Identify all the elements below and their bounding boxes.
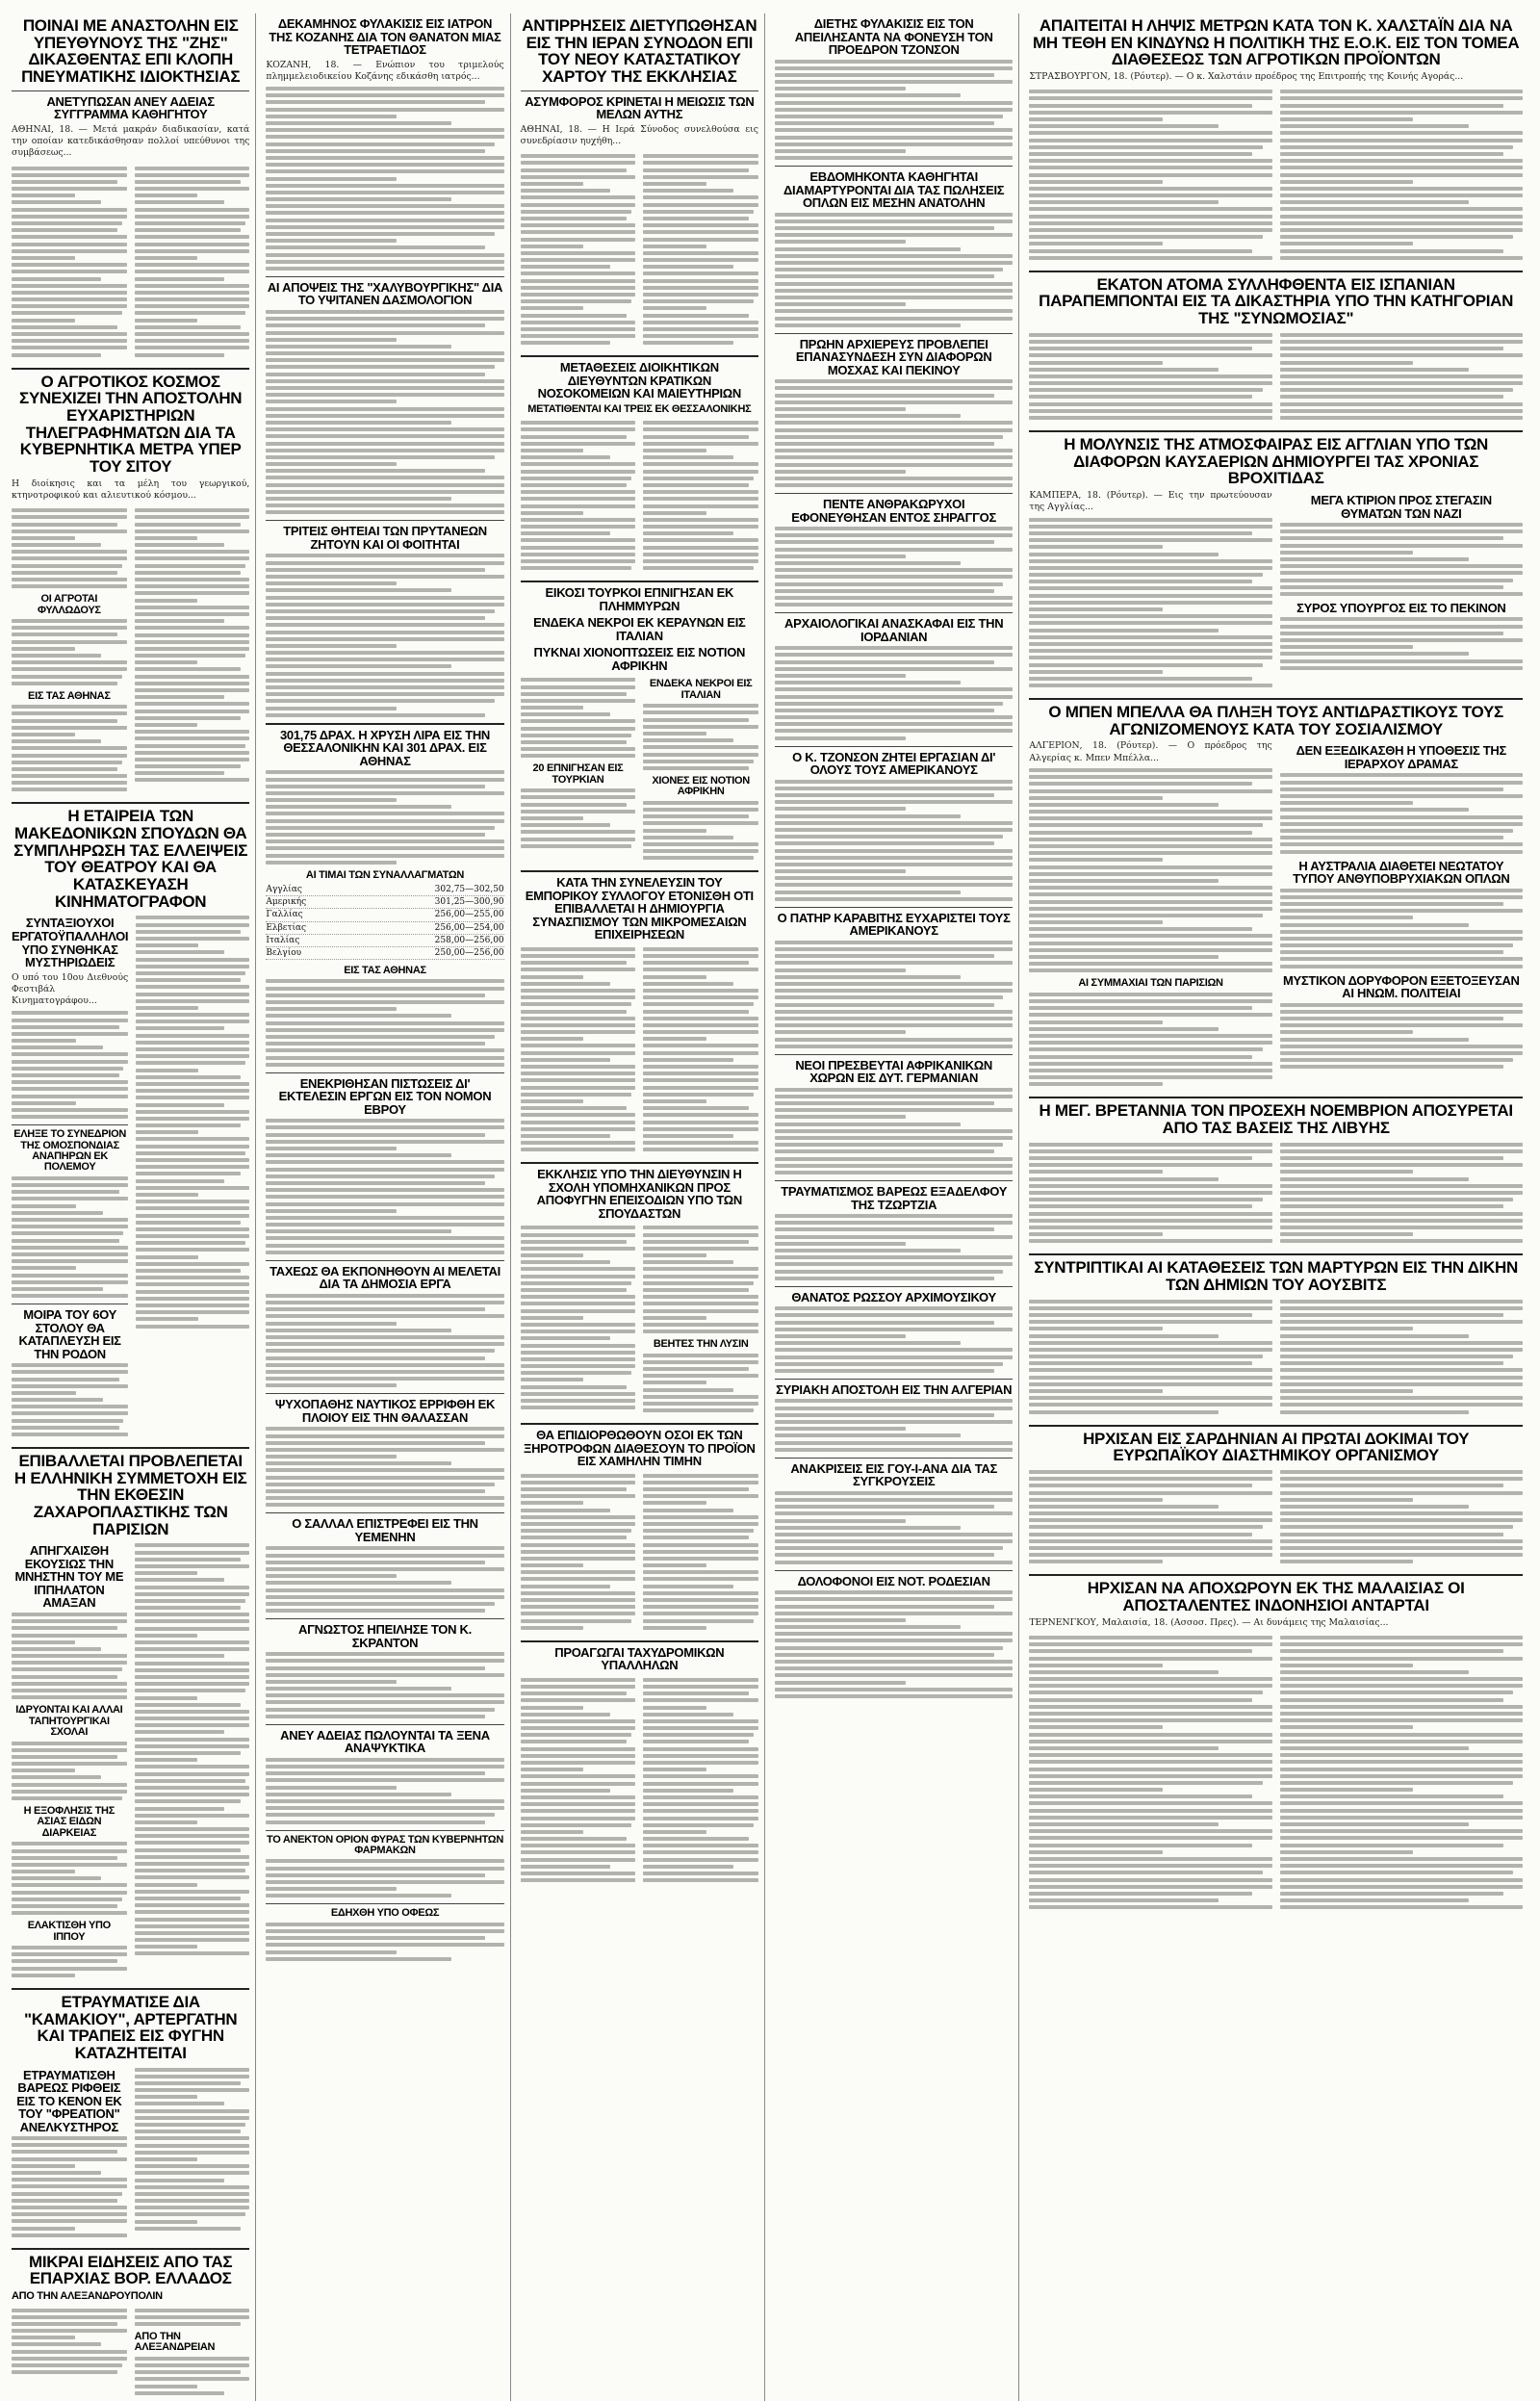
headline-presbeytai: ΝΕΟΙ ΠΡΕΣΒΕΥΤΑΙ ΑΦΡΙΚΑΝΙΚΩΝ ΧΩΡΩΝ ΕΙΣ ΔΥΤ. ΓΕΡΜΑΝΙΑΝ: [795, 1057, 992, 1086]
dateline-mpen-mpella: ΑΛΓΕΡΙΟΝ, 18. (Ρόυτερ). — Ο πρόεδρος της Αλγερίας κ. Μπεν Μπέλλα...: [1029, 740, 1272, 763]
text-block: [135, 2068, 250, 2237]
text-block: [266, 1652, 503, 1718]
article-body-proagogai: [521, 1675, 758, 1888]
text-block: [643, 704, 758, 770]
article-body-malaisia: [1029, 1633, 1523, 1915]
divider: [266, 1260, 503, 1261]
text-block: [1029, 1636, 1271, 1909]
headline-synedrion: ΕΛΗΞΕ ΤΟ ΣΥΝΕΔΡΙΟΝ ΤΗΣ ΟΜΟΣΠΟΝΔΙΑΣ ΑΝΑΠΗΡΩΝ ΕΚ ΠΟΛΕΜΟΥ: [13, 1128, 127, 1174]
headline-apopseis: ΑΙ ΑΠΟΨΕΙΣ ΤΗΣ "ΧΑΛΥΒΟΥΡΓΙΚΗΣ" ΔΙΑ ΤΟ ΥΨΙΤΑΝΕΝ ΔΑΣΜΟΛΟΓΙΟΝ: [267, 279, 503, 308]
text-block: [12, 1842, 127, 1915]
text-block: [1280, 1470, 1523, 1563]
text-block: [12, 1613, 127, 1699]
headline-zhs: ΠΟΙΝΑΙ ΜΕ ΑΝΑΣΤΟΛΗΝ ΕΙΣ ΥΠΕΥΘΥΝΟΥΣ ΤΗΣ "ΖΗΣ" ΔΙΚΑΣΘΕΝΤΑΣ ΕΠΙ ΚΛΟΠΗ ΠΝΕΥΜΑΤΙΚΗΣ ΙΔΙΟΚΤΗΣΙΑΣ: [21, 16, 241, 87]
divider: [266, 520, 503, 521]
divider: [775, 1570, 1013, 1571]
divider: [1029, 271, 1523, 272]
text-block: [1280, 1636, 1523, 1909]
article-body-epiballeti: [12, 1540, 249, 1982]
subhead-toyrkoi: 20 ΕΠΝΙΓΗΣΑΝ ΕΙΣ ΤΟΥΡΚΙΑΝ: [532, 762, 624, 786]
text-block: [775, 1491, 1013, 1564]
headline-mega-ktirion: ΜΕΓΑ ΚΤΙΡΙΟΝ ΠΡΟΣ ΣΤΕΓΑΣΙΝ ΘΥΜΑΤΩΝ ΤΩΝ ΝΑΖΙ: [1310, 493, 1492, 521]
text-block: [775, 213, 1013, 327]
headline-lira: 301,75 ΔΡΑΧ. Η ΧΡΥΣΗ ΛΙΡΑ ΕΙΣ ΤΗΝ ΘΕΣΣΑΛΟΝΙΚΗΝ ΚΑΙ 301 ΔΡΑΧ. ΕΙΣ ΑΘΗΝΑΣ: [279, 727, 491, 768]
divider: [775, 493, 1013, 494]
divider: [521, 355, 758, 357]
currency-value: 301,25—300,90: [434, 897, 504, 908]
text-block: [266, 1859, 503, 1898]
table-row: [266, 884, 503, 896]
text-block: [12, 2309, 127, 2395]
headline-trauma: ΕΤΡΑΥΜΑΤΙΣΘΗ ΒΑΡΕΩΣ ΡΙΦΘΕΙΣ ΕΙΣ ΤΟ ΚΕΝΟΝ ΕΚ ΤΟΥ "ΦΡΕΑΤΙΟΝ" ΑΝΕΛΚΥΣΤΗΡΟΣ: [16, 2067, 122, 2134]
headline-apigxaien: ΑΠΗΓΧΑΙΣΘΗ ΕΚΟΥΣΙΩΣ ΤΗΝ ΜΝΗΣΤΗΝ ΤΟΥ ΜΕ ΙΠΠΗΛΑΤΟΝ ΑΜΑΞΑΝ: [14, 1543, 124, 1611]
text-block: [775, 780, 1013, 901]
headline-ekaton: ΕΚΑΤΟΝ ΑΤΟΜΑ ΣΥΛΛΗΦΘΕΝΤΑ ΕΙΣ ΙΣΠΑΝΙΑΝ ΠΑΡΑΠΕΜΠΟΝΤΑΙ ΕΙΣ ΤΑ ΔΙΚΑΣΤΗΡΙΑ ΥΠΟ ΤΗΝ ΚΑΤΗΓΟΡΙΑΝ ΤΗΣ "ΣΥΝΩΜΟΣΙΑΣ": [1039, 274, 1514, 328]
headline-epiballeti: ΕΠΙΒΑΛΛΕΤΑΙ ΠΡΟΒΛΕΠΕΤΑΙ Η ΕΛΛΗΝΙΚΗ ΣΥΜΜΕΤΟΧΗ ΕΙΣ ΤΗΝ ΕΚΘΕΣΙΝ ΖΑΧΑΡΟΠΛΑΣΤΙΚΗΣ ΤΩΝ ΠΑΡΙΣΙΩΝ: [13, 1452, 247, 1538]
subhead-athinais: ΕΙΣ ΤΑΣ ΑΘΗΝΑΣ: [28, 689, 111, 702]
headline-proagogai: ΠΡΟΑΓΩΓΑΙ ΤΑΧΥΔΡΟΜΙΚΩΝ ΥΠΑΛΛΗΛΩΝ: [554, 1644, 725, 1673]
subhead-eis-tas-athinas: ΕΙΣ ΤΑΣ ΑΘΗΝΑΣ: [344, 965, 426, 977]
headline-agrotikos: Ο ΑΓΡΟΤΙΚΟΣ ΚΟΣΜΟΣ ΣΥΝΕΧΙΖΕΙ ΤΗΝ ΑΠΟΣΤΟΛΗΝ ΕΥΧΑΡΙΣΤΗΡΙΩΝ ΤΗΛΕΓΡΑΦΗΜΑΤΩΝ ΔΙΑ ΤΑ ΚΥΒΕΡΝΗΤΙΚΑ ΜΕΤΡΑ ΥΠΕΡ ΤΟΥ ΣΙΤΟΥ: [19, 372, 243, 476]
text-block: [266, 979, 503, 1066]
text-block: [12, 167, 127, 357]
divider: [12, 90, 249, 91]
headline-endeka: ΕΝΔΕΚΑ ΝΕΚΡΟΙ ΕΚ ΚΕΡΑΥΝΩΝ ΕΙΣ ΙΤΑΛΙΑΝ: [533, 615, 746, 643]
text-block: [12, 2136, 127, 2237]
divider: [775, 1379, 1013, 1380]
text-block: [521, 678, 636, 758]
text-block: [1280, 333, 1523, 420]
dateline-antirrhseis: ΑΘΗΝΑΙ, 18. — Η Ιερά Σύνοδος συνελθούσα εις συνεδρίασιν ηυχήθη...: [520, 123, 758, 146]
text-block: [12, 1011, 128, 1119]
headline-aneto: ΤΟ ΑΝΕΚΤΟΝ ΟΡΙΟΝ ΦΥΡΑΣ ΤΩΝ ΚΥΒΕΡΝΗΤΩΝ ΦΑΡΜΑΚΩΝ: [267, 1833, 503, 1856]
divider: [1029, 1574, 1523, 1576]
text-block: [643, 421, 758, 570]
headline-exofaseis: Η ΕΞΟΦΛΗΣΙΣ ΤΗΣ ΑΣΙΑΣ ΕΙΔΩΝ ΔΙΑΡΚΕΙΑΣ: [23, 1805, 116, 1839]
text-block: [643, 947, 758, 1151]
headline-tzonson: Ο Κ. ΤΖΟΝΣΟΝ ΖΗΤΕΙ ΕΡΓΑΣΙΑΝ ΔΙ' ΟΛΟΥΣ ΤΟΥΣ ΑΜΕΡΙΚΑΝΟΥΣ: [792, 749, 996, 778]
text-block: [643, 1226, 758, 1333]
currency-label: Αμερικής: [266, 897, 307, 908]
text-block: [643, 1354, 758, 1413]
headline-patir: Ο ΠΑΤΗΡ ΚΑΡΑΒΙΤΗΣ ΕΥΧΑΡΙΣΤΕΙ ΤΟΥΣ ΑΜΕΡΙΚΑΝΟΥΣ: [777, 910, 1011, 939]
divider: [521, 581, 758, 582]
divider: [266, 1830, 503, 1831]
column-1: [12, 13, 256, 2401]
text-block: [135, 2309, 250, 2326]
table-heading: ΑΙ ΤΙΜΑΙ ΤΩΝ ΣΥΝΑΛΛΑΓΜΑΤΩΝ: [305, 868, 465, 881]
currency-label: Αγγλίας: [266, 885, 302, 895]
divider: [775, 1054, 1013, 1055]
text-block: [136, 916, 249, 1436]
text-block: [266, 1427, 503, 1507]
exchange-rate-table: [266, 884, 503, 960]
headline-edixthe: ΕΔΗΧΘΗ ΥΠΟ ΟΦΕΩΣ: [330, 1907, 440, 1920]
table-row: [266, 935, 503, 947]
text-block: [1029, 333, 1271, 420]
headline-syntriptikai: ΣΥΝΤΡΙΠΤΙΚΑΙ ΑΙ ΚΑΤΑΘΕΣΕΙΣ ΤΩΝ ΜΑΡΤΥΡΩΝ ΕΙΣ ΤΗΝ ΔΙΚΗΝ ΤΩΝ ΔΗΜΙΩΝ ΤΟΥ ΑΟΥΣΒΙΤΣ: [1034, 1258, 1518, 1294]
article-body-vretannia: [1029, 1140, 1523, 1250]
currency-label: Ιταλίας: [266, 935, 300, 945]
divider: [12, 1988, 249, 1990]
currency-value: 256,00—254,00: [434, 922, 504, 933]
headline-thanatos: ΘΑΝΑΤΟΣ ΡΩΣΣΟΥ ΑΡΧΙΜΟΥΣΙΚΟΥ: [791, 1289, 996, 1304]
divider: [12, 1124, 128, 1125]
dateline-zhs: ΑΘΗΝΑΙ, 18. — Μετά μακράν διαδικασίαν, κατά την οποίαν κατεδικάσθησαν πολλοί υπεύθυνοι της συμβάσεως...: [12, 123, 250, 159]
column-5-6: [1029, 13, 1528, 2401]
headline-pyknai: ΠΥΚΝΑΙ ΧΙΟΝΟΠΤΩΣΕΙΣ ΕΙΣ ΝΟΤΙΟΝ ΑΦΡΙΚΗΝ: [533, 645, 746, 673]
divider: [266, 1618, 503, 1619]
text-block: [775, 1088, 1013, 1175]
headline-malaisia: ΗΡΧΙΣΑΝ ΝΑ ΑΠΟΧΩΡΟΥΝ ΕΚ ΤΗΣ ΜΑΛΑΙΣΙΑΣ ΟΙ ΑΠΟΣΤΑΛΕΝΤΕΣ ΙΝΔΟΝΗΣΙΟΙ ΑΝΤΑΡΤΑΙ: [1087, 1579, 1465, 1615]
text-block: [266, 1294, 503, 1387]
column-grid: [12, 13, 1528, 2354]
article-body-sardinia: [1029, 1467, 1523, 1569]
text-block: [266, 87, 503, 271]
currency-value: 250,00—256,00: [434, 947, 504, 958]
divider: [266, 1072, 503, 1073]
article-body-epidiothosoun: [521, 1471, 758, 1636]
headline-mikrai: ΜΙΚΡΑΙ ΕΙΔΗΣΕΙΣ ΑΠΟ ΤΑΣ ΕΠΑΡΧΙΑΣ ΒΟΡ. ΕΛΛΑΔΟΣ: [29, 2252, 233, 2288]
divider: [775, 1286, 1013, 1287]
text-block: [1029, 1143, 1271, 1244]
text-block: [1029, 1470, 1271, 1563]
headline-egkrithesan: ΕΝΕΚΡΙΘΗΣΑΝ ΠΙΣΤΩΣΕΙΣ ΔΙ' ΕΚΤΕΛΕΣΙΝ ΕΡΓΩΝ ΕΙΣ ΤΟΝ ΝΟΜΟΝ ΕΒΡΟΥ: [278, 1075, 492, 1117]
headline-molynsis: Η ΜΟΛΥΝΣΙΣ ΤΗΣ ΑΤΜΟΣΦΑΙΡΑΣ ΕΙΣ ΑΓΓΛΙΑΝ ΥΠΟ ΤΩΝ ΔΙΑΦΟΡΩΝ ΚΑΥΣΑΕΡΙΩΝ ΔΗΜΙΟΥΡΓΕΙ ΤΑΣ ΧΡΟΝΙΑΣ ΒΡΟΧΙΤΙΔΑΣ: [1064, 435, 1489, 488]
text-block: [1280, 617, 1523, 669]
text-block: [12, 1742, 127, 1801]
text-block: [266, 554, 503, 716]
divider: [775, 1180, 1013, 1181]
headline-proin: ΠΡΩΗΝ ΑΡΧΙΕΡΕΥΣ ΠΡΟΒΛΕΠΕΙ ΕΠΑΝΑΣΥΝΔΕΣΗ ΣΥΝ ΔΙΑΦΟΡΩΝ ΜΟΣΧΑΣ ΚΑΙ ΠΕΚΙΝΟΥ: [795, 336, 992, 377]
text-block: [266, 770, 503, 864]
text-block: [521, 154, 636, 345]
headline-afstralia: Η ΑΥΣΤΡΑΛΙΑ ΔΙΑΘΕΤΕΙ ΝΕΩΤΑΤΟΥ ΤΥΠΟΥ ΑΝΘΥΠΟΒΡΥΧΙΑΚΩΝ ΟΠΛΩΝ: [1293, 858, 1510, 887]
currency-value: 256,00—255,00: [434, 910, 504, 920]
article-body-metatheseis: [521, 418, 758, 576]
divider: [521, 90, 758, 91]
column-2: [266, 13, 510, 2401]
text-block: [12, 1176, 128, 1298]
article-body-ekaton: [1029, 330, 1523, 426]
subheadline-asymforos: ΑΣΥΜΦΟΡΟΣ ΚΡΙΝΕΤΑΙ Η ΜΕΙΩΣΙΣ ΤΩΝ ΜΕΛΩΝ ΑΥΤΗΣ: [525, 93, 755, 122]
divider: [266, 1512, 503, 1513]
text-block: [266, 310, 503, 514]
subhead-alexandroupolis: ΑΠΟ ΤΗΝ ΑΛΕΞΑΝΔΡΟΥΠΟΛΙΝ: [12, 2290, 163, 2303]
article-body-agrotikos: [12, 505, 249, 797]
text-block: [775, 379, 1013, 487]
headline-sardinia: ΗΡΧΙΣΑΝ ΕΙΣ ΣΑΡΔΗΝΙΑΝ ΑΙ ΠΡΩΤΑΙ ΔΟΚΙΜΑΙ ΤΟΥ ΕΥΡΩΠΑΪΚΟΥ ΔΙΑΣΤΗΜΙΚΟΥ ΟΡΓΑΝΙΣΜΟΥ: [1083, 1429, 1470, 1465]
headline-dietis: ΔΙΕΤΗΣ ΦΥΛΑΚΙΣΙΣ ΕΙΣ ΤΟΝ ΑΠΕΙΛΗΣΑΝΤΑ ΝΑ ΦΟΝΕΥΣΗ ΤΟΝ ΠΡΟΕΔΡΟΝ ΤΖΟΝΣΟΝ: [794, 16, 993, 58]
headline-syntaxioi: ΣΥΝΤΑΞΙΟΥΧΟΙ ΕΡΓΑΤΟΫΠΑΛΛΗΛΟΙ ΥΠΟ ΣΥΝΘΗΚΑΣ ΜΥΣΤΗΡΙΩΔΕΙΣ: [12, 916, 129, 970]
text-block: [775, 1590, 1013, 1698]
headline-syriaki: ΣΥΡΙΑΚΗ ΑΠΟΣΤΟΛΗ ΕΙΣ ΤΗΝ ΑΛΓΕΡΙΑΝ: [776, 1381, 1013, 1397]
headline-dekamnous: ΔΕΚΑΜΗΝΟΣ ΦΥΛΑΚΙΣΙΣ ΕΙΣ ΙΑΤΡΟΝ ΤΗΣ ΚΟΖΑΝΗΣ ΔΙΑ ΤΟΝ ΘΑΝΑΤΟΝ ΜΙΑΣ ΤΕΤΡΑΕΤΙΔΟΣ: [269, 16, 501, 58]
headline-syros: ΣΥΡΟΣ ΥΠΟΥΡΓΟΣ ΕΙΣ ΤΟ ΠΕΚΙΝΟΝ: [1296, 600, 1506, 615]
divider: [1029, 430, 1523, 432]
column-3: [521, 13, 765, 2401]
divider: [775, 746, 1013, 747]
divider: [775, 166, 1013, 167]
text-block: [775, 527, 1013, 607]
text-block: [1280, 90, 1523, 260]
subhead-vhvtes: ΒΕΗΤΕΣ ΤΗΝ ΛΥΣΙΝ: [653, 1338, 749, 1351]
table-row: [266, 947, 503, 960]
text-block: [521, 1474, 636, 1630]
text-block: [135, 167, 250, 357]
article-body-molynsis: [1029, 490, 1523, 693]
text-block: [1280, 1003, 1523, 1070]
text-block: [775, 1399, 1013, 1451]
text-block: [12, 619, 127, 685]
subhead-alexandreia: ΑΠΟ ΤΗΝ ΑΛΕΞΑΝΔΡΕΙΑΝ: [134, 2330, 216, 2354]
currency-label: Γαλλίας: [266, 910, 303, 920]
text-block: [1029, 1300, 1271, 1414]
text-block: [1280, 1300, 1523, 1414]
headline-elaktision: ΕΛΑΚΤΙΣΘΗ ΥΠΟ ΙΠΠΟΥ: [27, 1920, 111, 1943]
text-block: [775, 646, 1013, 739]
currency-label: Βελγίου: [266, 947, 302, 958]
text-block: [135, 2357, 250, 2395]
text-block: [1280, 889, 1523, 968]
table-row: [266, 922, 503, 935]
divider: [1029, 1097, 1523, 1098]
divider: [1029, 698, 1523, 700]
text-block: [643, 1474, 758, 1630]
subhead-agrotai: ΟΙ ΑΓΡΟΤΑΙ ΦΥΛΛΩΔΟΥΣ: [38, 593, 101, 616]
headline-eikosi: ΕΙΚΟΣΙ ΤΟΥΡΚΟΙ ΕΠΝΙΓΗΣΑΝ ΕΚ ΠΛΗΜΜΥΡΩΝ: [545, 585, 734, 613]
headline-eabdoi: ΕΒΔΟΜΗΚΟΝΤΑ ΚΑΘΗΓΗΤΑΙ ΔΙΑΜΑΡΤΥΡΟΝΤΑΙ ΔΙΑ ΤΑΣ ΠΩΛΗΣΕΙΣ ΟΠΛΩΝ ΕΙΣ ΜΕΣΗΝ ΑΝΑΤΟΛΗΝ: [783, 169, 1005, 211]
subhead-xionos: ΧΙΟΝΕΣ ΕΙΣ ΝΟΤΙΟΝ ΑΦΡΙΚΗΝ: [652, 774, 750, 798]
text-block: [266, 1758, 503, 1824]
subheadline-zhs: ΑΝΕΤΥΠΩΣΑΝ ΑΝΕΥ ΑΔΕΙΑΣ ΣΥΓΓΡΑΜΜΑ ΚΑΘΗΓΗΤΟΥ: [46, 93, 215, 122]
headline-agnostos: ΑΓΝΩΣΤΟΣ ΗΠΕΙΛΗΣΕ ΤΟΝ Κ. ΣΚΡΑΝΤΟΝ: [298, 1622, 472, 1650]
article-body-zhs: [12, 164, 249, 363]
text-block: [1280, 773, 1523, 853]
headline-moira: ΜΟΙΡΑ ΤΟΥ 6ΟΥ ΣΤΟΛΟΥ ΘΑ ΚΑΤΑΠΛΕΥΣΗ ΕΙΣ ΤΗΝ ΡΟΔΟΝ: [18, 1307, 121, 1361]
text-block: [643, 801, 758, 861]
dateline-malaisia: ΤΕΡΝΕΝΓΚΟΥ, Μαλαισία, 18. (Ασσοσ. Πρες). — Αι δυνάμεις της Μαλαισίας...: [1029, 1616, 1389, 1628]
currency-value: 258,00—256,00: [434, 935, 504, 945]
dateline-dekamnous: ΚΟΖΑΝΗ, 18. — Ενώπιον του τριμελούς πλημμελειοδικείου Κοζάνης εδικάσθη ιατρός...: [266, 59, 504, 82]
headline-etaireia: Η ΕΤΑΙΡΕΙΑ ΤΩΝ ΜΑΚΕΔΟΝΙΚΩΝ ΣΠΟΥΔΩΝ ΘΑ ΣΥΜΠΛΗΡΩΣΗ ΤΑΣ ΕΛΛΕΙΨΕΙΣ ΤΟΥ ΘΕΑΤΡΟΥ ΚΑΙ ΘΑ ΚΑΤΑΣΚΕΥΑΣΗ ΚΙΝΗΜΑΤΟΓΡΑΦΟΝ: [13, 807, 248, 911]
divider: [12, 802, 249, 804]
divider: [266, 1393, 503, 1394]
text-block: [135, 1543, 250, 1976]
text-block: [1029, 993, 1271, 1086]
headline-dolofonoi: ΔΟΛΟΦΟΝΟΙ ΕΙΣ ΝΟΤ. ΡΟΔΕΣΙΑΝ: [797, 1573, 990, 1588]
currency-label: Ελβετίας: [266, 922, 307, 933]
text-block: [1029, 768, 1271, 972]
text-block: [775, 941, 1013, 1048]
divider: [12, 1447, 249, 1449]
headline-taxeos: ΤΑΧΕΩΣ ΘΑ ΕΚΠΟΝΗΘΟΥΝ ΑΙ ΜΕΛΕΤΑΙ ΔΙΑ ΤΑ ΔΗΜΟΣΙΑ ΕΡΓΑ: [270, 1263, 500, 1292]
headline-epidiothosoun: ΘΑ ΕΠΙΔΙΟΡΘΩΘΟΥΝ ΟΣΟΙ ΕΚ ΤΩΝ ΞΗΡΟΤΡΟΦΩΝ ΔΙΑΘΕΣΟΥΝ ΤΟ ΠΡΟΪΟΝ ΕΙΣ ΧΑΜΗΛΗΝ ΤΙΜΗΝ: [524, 1428, 756, 1469]
text-block: [1029, 518, 1271, 688]
text-block: [643, 154, 758, 345]
article-body-apaiteitai: [1029, 87, 1523, 266]
headline-ekkleis: ΕΚΚΛΗΣΙΣ ΥΠΟ ΤΗΝ ΔΙΕΥΘΥΝΣΙΝ Η ΣΧΟΛΗ ΥΠΟΜΗΧΑΝΙΚΩΝ ΠΡΟΣ ΑΠΟΦΥΓΗΝ ΕΠΕΙΣΟΔΙΩΝ ΥΠΟ ΤΩΝ ΣΠΟΥΔΑΣΤΩΝ: [536, 1167, 742, 1221]
divider: [1029, 1425, 1523, 1427]
headline-symmaxiai: ΑΙ ΣΥΜΜΑΧΙΑΙ ΤΩΝ ΠΑΡΙΣΙΩΝ: [1078, 977, 1223, 990]
article-body-syntriptikai: [1029, 1297, 1523, 1420]
text-block: [266, 1923, 503, 1961]
article-body-ekkleis: [521, 1223, 758, 1418]
article-body-floods: [521, 675, 758, 865]
text-block: [1029, 90, 1271, 260]
article-body-mikrai: [12, 2306, 249, 2401]
text-block: [266, 1119, 503, 1254]
article-body-synelefsis: [521, 944, 758, 1157]
divider: [266, 723, 503, 725]
dateline-etaireia: Ο υπό του 10ου Διεθνούς Φεστιβάλ Κινηματογράφου...: [12, 971, 129, 1007]
text-block: [521, 947, 636, 1151]
article-body-mpen-mpella: [1029, 740, 1523, 1092]
headline-tritei: ΤΡΙΤΕΙΣ ΘΗΤΕΙΑΙ ΤΩΝ ΠΡΥΤΑΝΕΩΝ ΖΗΤΟΥΝ ΚΑΙ ΟΙ ΦΟΙΤΗΤΑΙ: [283, 524, 487, 552]
dateline-agrotikos: Η διοίκησις και τα μέλη του γεωργικού, κτηνοτροφικού και αλιευτικού κόσμου...: [12, 478, 250, 501]
text-block: [775, 60, 1013, 161]
article-body-antirrhseis: [521, 151, 758, 350]
headline-apaiteitai: ΑΠΑΙΤΕΙΤΑΙ Η ΛΗΨΙΣ ΜΕΤΡΩΝ ΚΑΤΑ ΤΟΝ Κ. ΧΑΛΣΤΑΪΝ ΔΙΑ ΝΑ ΜΗ ΤΕΘΗ ΕΝ ΚΙΝΔΥΝΩ Η ΠΟΛΙΤΙΚΗ ΤΗΣ Ε.Ο.Κ. ΕΙΣ ΤΟΝ ΤΟΜΕΑ ΔΙΑΘΕΣΕΩΣ ΤΩΝ ΑΓΡΟΤΙΚΩΝ ΠΡΟΪΟΝΤΩΝ: [1032, 16, 1520, 69]
divider: [266, 1724, 503, 1725]
headline-traumatismos: ΤΡΑΥΜΑΤΙΣΜΟΣ ΒΑΡΕΩΣ ΕΞΑΔΕΛΦΟΥ ΤΗΣ ΤΖΩΡΤΖΙΑ: [781, 1183, 1008, 1212]
divider: [775, 1458, 1013, 1459]
table-row: [266, 896, 503, 909]
divider: [521, 870, 758, 872]
text-block: [266, 1546, 503, 1613]
column-4: [775, 13, 1019, 2401]
text-block: [12, 508, 127, 588]
subhead-endeka: ΕΝΔΕΚΑ ΝΕΚΡΟΙ ΕΙΣ ΙΤΑΛΙΑΝ: [649, 678, 753, 701]
headline-anakriseis: ΑΝΑΚΡΙΣΕΙΣ ΕΙΣ ΓΟΥ-Ι-ΑΝΑ ΔΙΑ ΤΑΣ ΣΥΓΚΡΟΥΣΕΙΣ: [790, 1460, 997, 1489]
text-block: [643, 1678, 758, 1882]
divider: [775, 612, 1013, 613]
headline-vretannia: Η ΜΕΓ. ΒΡΕΤΑΝΝΙΑ ΤΟΝ ΠΡΟΣΕΧΗ ΝΟΕΜΒΡΙΟΝ ΑΠΟΣΥΡΕΤΑΙ ΑΠΟ ΤΑΣ ΒΑΣΕΙΣ ΤΗΣ ΛΙΒΥΗΣ: [1039, 1101, 1513, 1137]
headline-pente: ΠΕΝΤΕ ΑΝΘΡΑΚΩΡΥΧΟΙ ΕΦΟΝΕΥΘΗΣΑΝ ΕΝΤΟΣ ΣΗΡΑΓΓΟΣ: [791, 497, 996, 525]
text-block: [521, 1678, 636, 1882]
text-block: [521, 788, 636, 848]
text-block: [1280, 523, 1523, 596]
divider: [1029, 1253, 1523, 1255]
headline-aneu-adeias: ΑΝΕΥ ΑΔΕΙΑΣ ΠΩΛΟΥΝΤΑΙ ΤΑ ΞΕΝΑ ΑΝΑΨΥΚΤΙΚΑ: [280, 1727, 490, 1756]
headline-mystikon: ΜΥΣΤΙΚΟΝ ΔΟΡΥΦΟΡΟΝ ΕΞΕΤΟΞΕΥΣΑΝ ΑΙ ΗΝΩΜ. ΠΟΛΙΤΕΙΑΙ: [1283, 972, 1520, 1001]
table-row: [266, 909, 503, 921]
headline-idryountai: ΙΔΡΥΟΝΤΑΙ ΚΑΙ ΑΛΛΑΙ ΤΑΠΗΤΟΥΡΓΙΚΑΙ ΣΧΟΛΑΙ: [15, 1704, 123, 1739]
headline-arxaiologikai: ΑΡΧΑΙΟΛΟΓΙΚΑΙ ΑΝΑΣΚΑΦΑΙ ΕΙΣ ΤΗΝ ΙΟΡΔΑΝΙΑΝ: [784, 616, 1004, 644]
article-body-kamakio: [12, 2065, 249, 2243]
text-block: [521, 1226, 636, 1412]
divider: [775, 333, 1013, 334]
text-block: [521, 421, 636, 570]
headline-kamakio: ΕΤΡΑΥΜΑΤΙΣΕ ΔΙΑ "ΚΑΜΑΚΙΟΥ", ΑΡΤΕΡΓΑΤΗΝ ΚΑΙ ΤΡΑΠΕΙΣ ΕΙΣ ΦΥΓΗΝ ΚΑΤΑΖΗΤΕΙΤΑΙ: [24, 1992, 238, 2062]
dateline-molynsis: ΚΑΜΠΕΡΑ, 18. (Ρόυτερ). — Εις την πρωτεύουσαν της Αγγλίας...: [1029, 490, 1272, 513]
text-block: [775, 1306, 1013, 1373]
headline-mpen-mpella: Ο ΜΠΕΝ ΜΠΕΛΛΑ ΘΑ ΠΛΗΞΗ ΤΟΥΣ ΑΝΤΙΔΡΑΣΤΙΚΟΥΣ ΤΟΥΣ ΑΓΩΝΙΖΟΜΕΝΟΥΣ ΚΑΤΑ ΤΟΥ ΣΟΣΙΑΛΙΣΜΟΥ: [1048, 703, 1503, 738]
subheadline-metatheseis: ΜΕΤΑΤΙΘΕΝΤΑΙ ΚΑΙ ΤΡΕΙΣ ΕΚ ΘΕΣΣΑΛΟΝΙΚΗΣ: [527, 402, 752, 415]
divider: [775, 907, 1013, 908]
headline-sallal: Ο ΣΑΛΛΑΛ ΕΠΙΣΤΡΕΦΕΙ ΕΙΣ ΤΗΝ ΥΕΜΕΝΗΝ: [292, 1516, 478, 1544]
text-block: [1280, 1143, 1523, 1244]
dateline-apaiteitai: ΣΤΡΑΣΒΟΥΡΓΟΝ, 18. (Ρόυτερ). — Ο κ. Χαλστάιν προέδρος της Επιτροπής της Κοινής Αγοράς...: [1029, 71, 1464, 83]
divider: [266, 1903, 503, 1904]
divider: [521, 1640, 758, 1642]
divider: [12, 368, 249, 370]
headline-synelefsis: ΚΑΤΑ ΤΗΝ ΣΥΝΕΛΕΥΣΙΝ ΤΟΥ ΕΜΠΟΡΙΚΟΥ ΣΥΛΛΟΓΟΥ ΕΤΟΝΙΣΘΗ ΟΤΙ ΕΠΙΒΑΛΛΕΤΑΙ Η ΔΗΜΙΟΥΡΓΙΑ ΣΥΝΑΣΠΙΣΜΟΥ ΤΩΝ ΜΙΚΡΟΜΕΣΑΙΩΝ ΕΠΙΧΕΙΡΗΣΕΩΝ: [525, 875, 754, 942]
divider: [521, 1162, 758, 1164]
currency-value: 302,75—302,50: [434, 885, 504, 895]
headline-psyxopathis: ΨΥΧΟΠΑΘΗΣ ΝΑΥΤΙΚΟΣ ΕΡΡΙΦΘΗ ΕΚ ΠΛΟΙΟΥ ΕΙΣ ΤΗΝ ΘΑΛΑΣΣΑΝ: [274, 1397, 496, 1425]
headline-antirrhseis: ΑΝΤΙΡΡΗΣΕΙΣ ΔΙΕΤΥΠΩΘΗΣΑΝ ΕΙΣ ΤΗΝ ΙΕΡΑΝ ΣΥΝΟΔΟΝ ΕΠΙ ΤΟΥ ΝΕΟΥ ΚΑΤΑΣΤΑΤΙΚΟΥ ΧΑΡΤΟΥ ΤΗΣ ΕΚΚΛΗΣΙΑΣ: [522, 16, 757, 87]
text-block: [135, 508, 250, 791]
text-block: [12, 705, 127, 791]
divider: [266, 276, 503, 277]
text-block: [775, 1214, 1013, 1280]
headline-den-exedikasthi: ΔΕΝ ΕΞΕΔΙΚΑΣΘΗ Η ΥΠΟΘΕΣΙΣ ΤΗΣ ΙΕΡΑΡΧΟΥ ΔΡΑΜΑΣ: [1296, 743, 1506, 771]
divider: [521, 1423, 758, 1425]
headline-metatheseis: ΜΕΤΑΘΕΣΕΙΣ ΔΙΟΙΚΗΤΙΚΩΝ ΔΙΕΥΘΥΝΤΩΝ ΚΡΑΤΙΚΩΝ ΝΟΣΟΚΟΜΕΙΩΝ ΚΑΙ ΜΑΙΕΥΤΗΡΙΩΝ: [537, 360, 741, 401]
article-body-etaireia: [12, 913, 249, 1442]
divider: [12, 2248, 249, 2250]
text-block: [12, 1946, 127, 1977]
text-block: [12, 1363, 128, 1436]
